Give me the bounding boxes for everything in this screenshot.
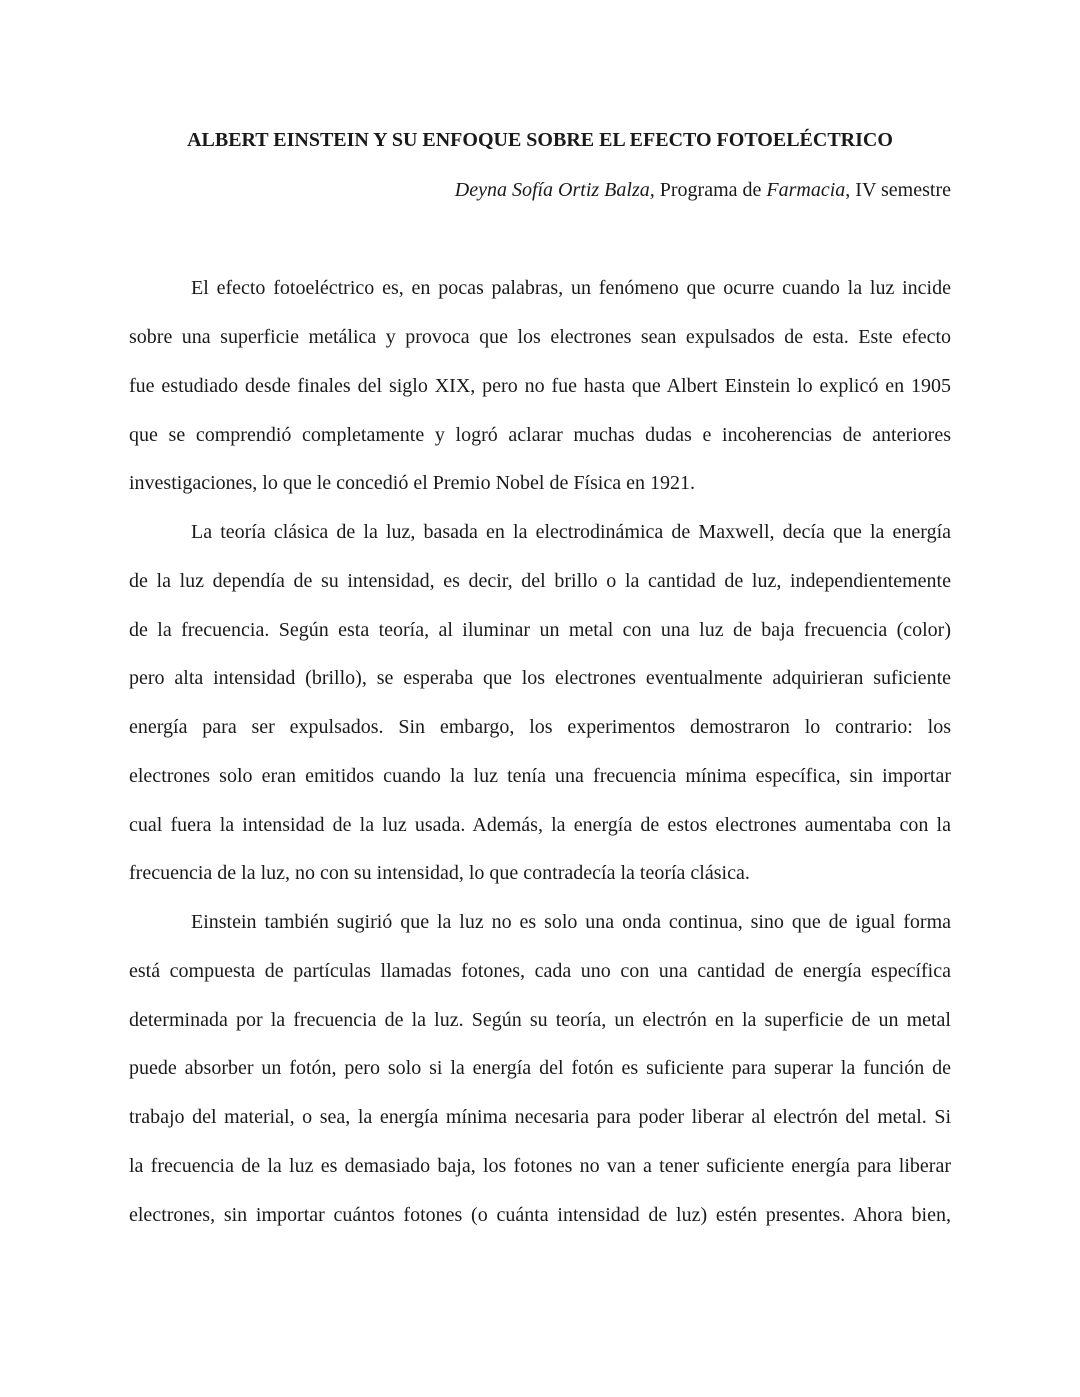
paragraph-line: sobre una superficie metálica y provoca que los electrones sean expulsados de esta. Este efecto: [129, 326, 951, 348]
document-title: ALBERT EINSTEIN Y SU ENFOQUE SOBRE EL EFECTO FOTOELÉCTRICO: [187, 129, 893, 151]
paragraph-line: frecuencia de la luz, no con su intensidad, lo que contradecía la teoría clásica.: [129, 862, 750, 884]
paragraph-line: la frecuencia de la luz es demasiado baja, los fotones no van a tener suficiente energía para liberar: [129, 1155, 951, 1177]
paragraph-line: cual fuera la intensidad de la luz usada. Además, la energía de estos electrones aumentaba con la: [129, 814, 951, 836]
paragraph-line: electrones, sin importar cuántos fotones (o cuánta intensidad de luz) estén presentes. Ahora bien,: [129, 1204, 951, 1226]
paragraph-line: que se comprendió completamente y logró aclarar muchas dudas e incoherencias de anteriores: [129, 424, 951, 446]
semester: , IV semestre: [845, 179, 951, 201]
author-line: [455, 176, 951, 204]
program-prefix: Programa de: [654, 179, 767, 201]
paragraph-line: está compuesta de partículas llamadas fotones, cada uno con una cantidad de energía específica: [129, 960, 951, 982]
paragraph-line: puede absorber un fotón, pero solo si la energía del fotón es suficiente para superar la función de: [129, 1057, 951, 1079]
paragraph-line: investigaciones, lo que le concedió el Premio Nobel de Física en 1921.: [129, 472, 695, 494]
paragraph-line: determinada por la frecuencia de la luz. Según su teoría, un electrón en la superficie de un metal: [129, 1009, 951, 1031]
paragraph-line: de la luz dependía de su intensidad, es decir, del brillo o la cantidad de luz, independientemente: [129, 570, 951, 592]
paragraph-line: trabajo del material, o sea, la energía mínima necesaria para poder liberar al electrón del metal. Si: [129, 1106, 951, 1128]
program-name: Farmacia: [766, 179, 846, 201]
paragraph-line: Einstein también sugirió que la luz no es solo una onda continua, sino que de igual forma: [191, 911, 951, 933]
paragraph-line: de la frecuencia. Según esta teoría, al iluminar un metal con una luz de baja frecuencia (color): [129, 619, 951, 641]
paragraph-line: La teoría clásica de la luz, basada en la electrodinámica de Maxwell, decía que la energía: [191, 521, 951, 543]
paragraph-line: fue estudiado desde finales del siglo XIX, pero no fue hasta que Albert Einstein lo explicó en 1905: [129, 375, 951, 397]
paragraph-line: El efecto fotoeléctrico es, en pocas palabras, un fenómeno que ocurre cuando la luz incide: [191, 277, 951, 299]
paragraph-line: pero alta intensidad (brillo), se esperaba que los electrones eventualmente adquirieran suficiente: [129, 667, 951, 689]
author-name: Deyna Sofía Ortiz Balza,: [454, 179, 655, 201]
paragraph-line: energía para ser expulsados. Sin embargo, los experimentos demostraron lo contrario: los: [129, 716, 951, 738]
paragraph-line: electrones solo eran emitidos cuando la luz tenía una frecuencia mínima específica, sin importar: [129, 765, 951, 787]
